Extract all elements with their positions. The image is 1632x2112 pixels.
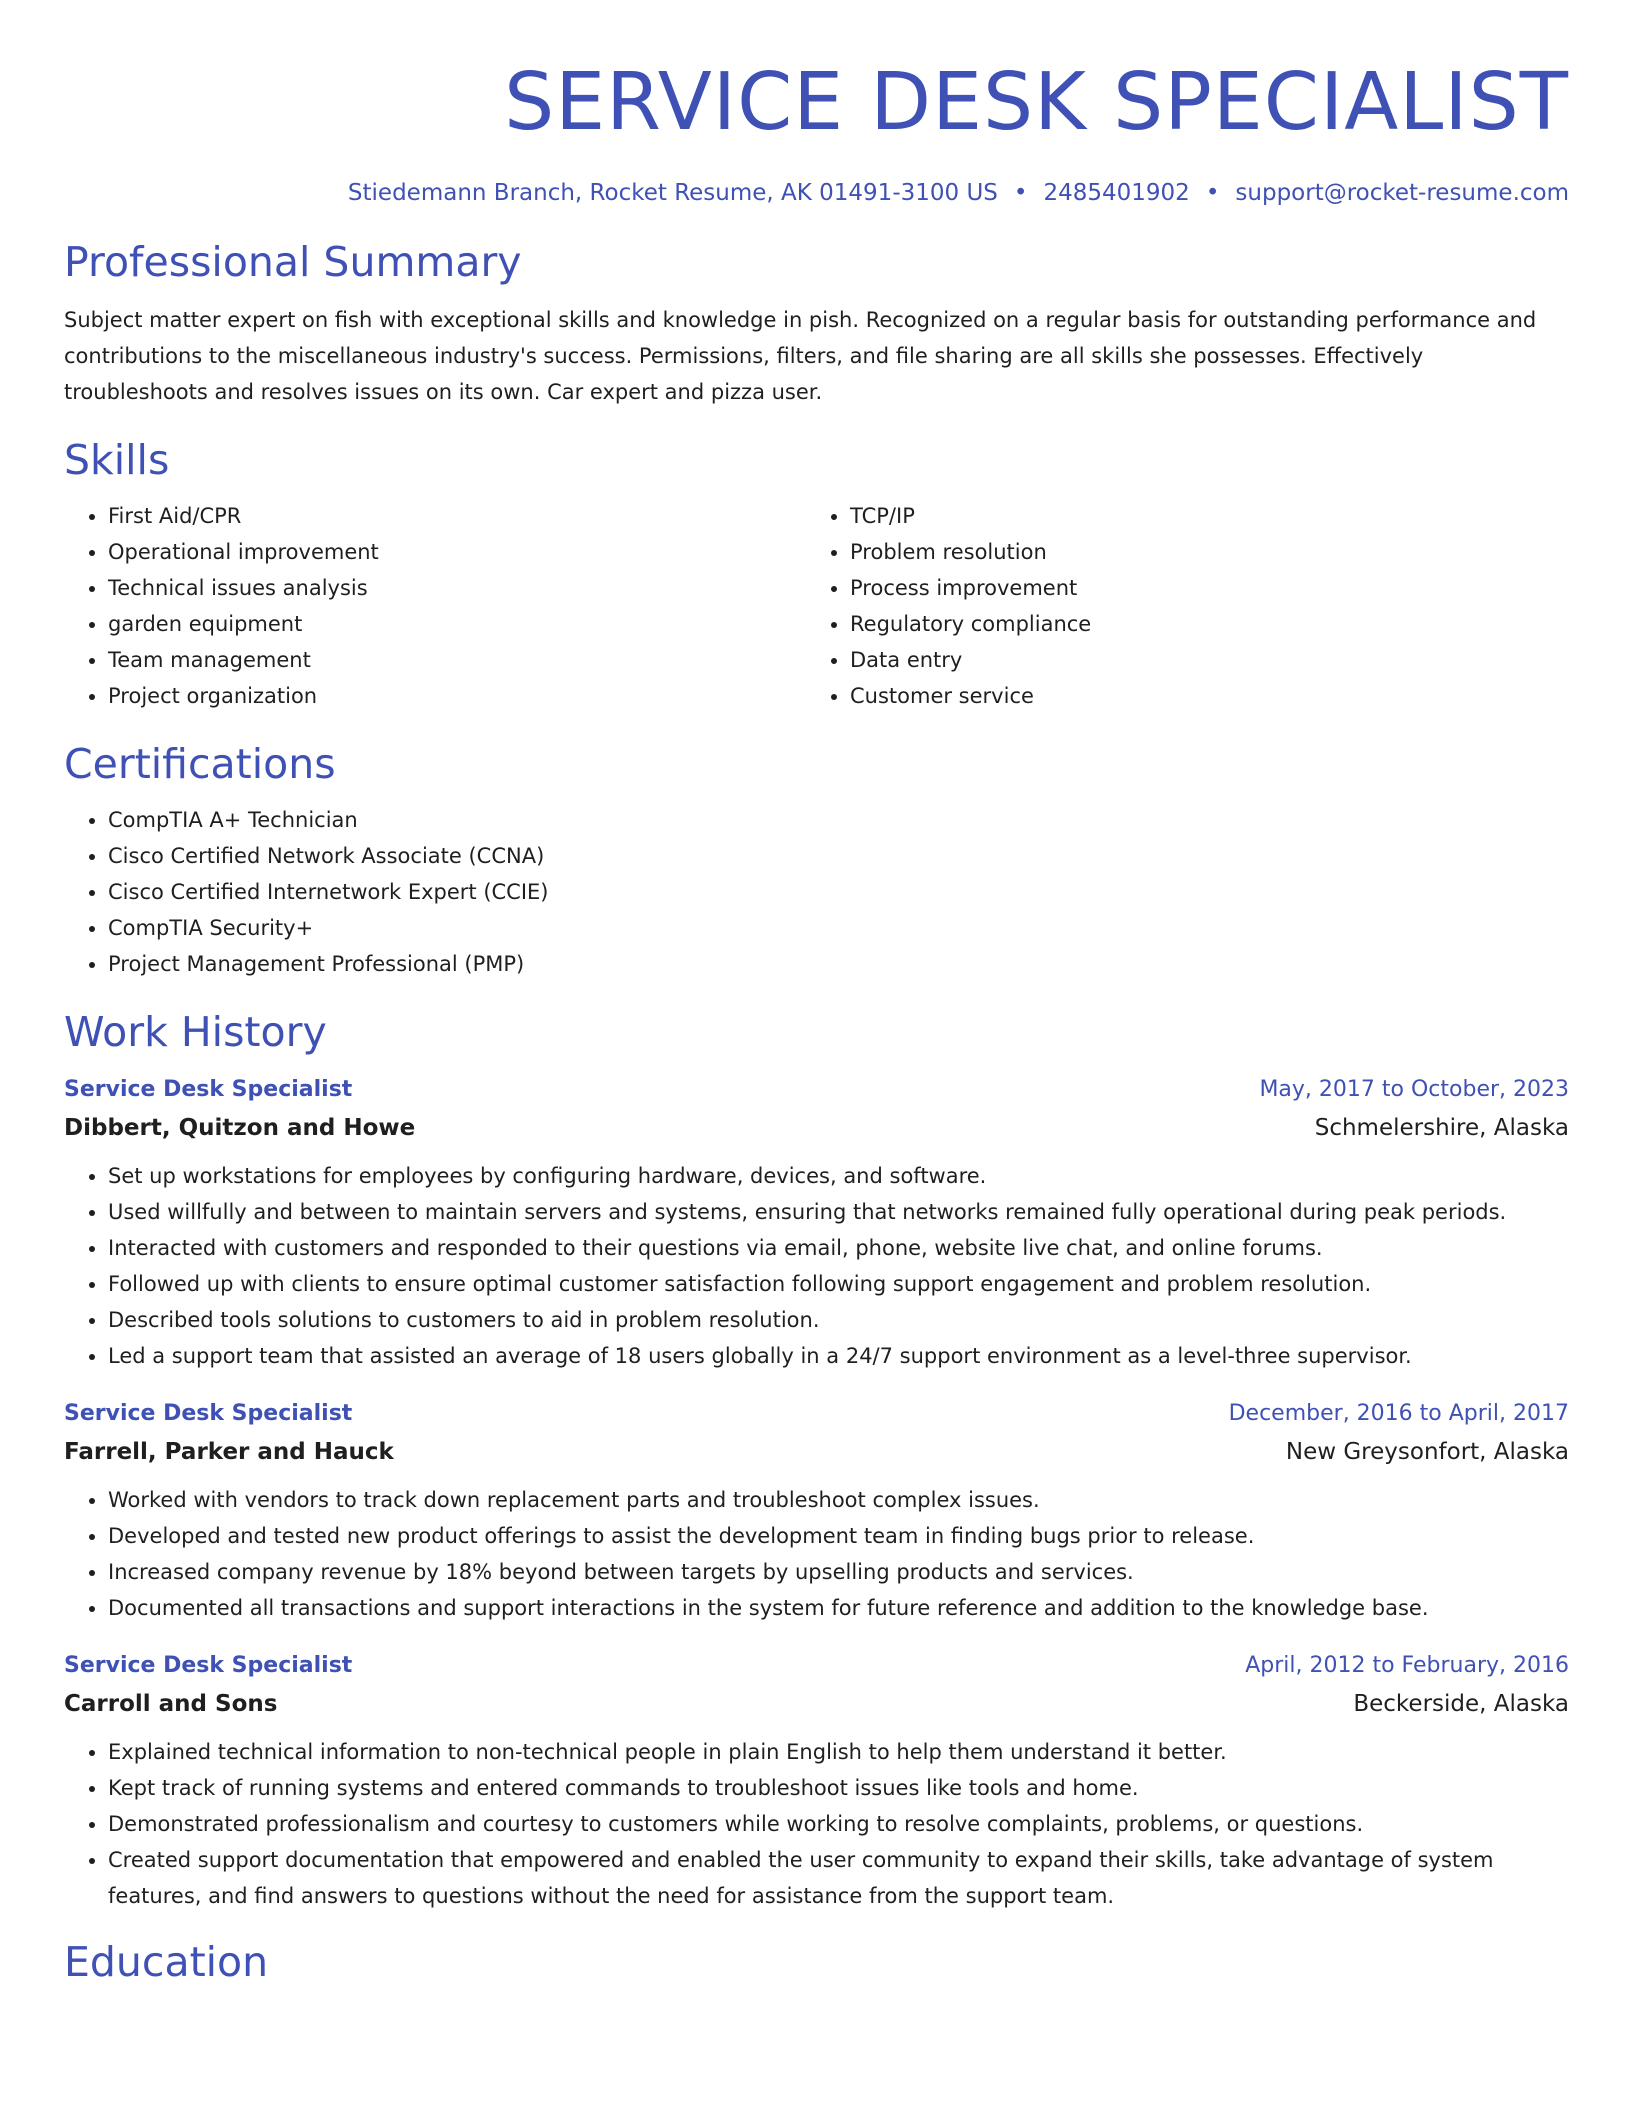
skills-column-right — [806, 498, 1548, 714]
list-item: • Data entry — [850, 642, 1548, 678]
list-item: • Documented all transactions and support interactions in the system for future reference and addition to the knowledge base. — [108, 1590, 1569, 1626]
resume-name: SERVICE DESK SPECIALIST — [504, 56, 1569, 148]
list-item: • Project organization — [108, 678, 806, 714]
job-dates: December, 2016 to April, 2017 — [1228, 1401, 1569, 1426]
contact-address: Stiedemann Branch, Rocket Resume, AK 01491-3100 US — [347, 180, 998, 206]
section-title-certifications: Certifications — [64, 740, 336, 788]
job-company: Farrell, Parker and Hauck — [64, 1439, 394, 1465]
list-item: • TCP/IP — [850, 498, 1548, 534]
resume-page — [64, 0, 1569, 1986]
job-bullets — [64, 1158, 1569, 1374]
job-header-row — [64, 1396, 1569, 1432]
list-item: • Increased company revenue by 18% beyond between targets by upselling products and services. — [108, 1554, 1569, 1590]
list-item: • Operational improvement — [108, 534, 806, 570]
list-item: • Worked with vendors to track down replacement parts and troubleshoot complex issues. — [108, 1482, 1569, 1518]
list-item: • Described tools solutions to customers to aid in problem resolution. — [108, 1302, 1569, 1338]
section-title-summary: Professional Summary — [64, 238, 522, 286]
list-item: • Followed up with clients to ensure optimal customer satisfaction following support engagement and problem resolution. — [108, 1266, 1569, 1302]
list-item: • Problem resolution — [850, 534, 1548, 570]
job-company-row — [64, 1432, 1569, 1472]
list-item: • Used willfully and between to maintain servers and systems, ensuring that networks remained fully operational during peak periods. — [108, 1194, 1569, 1230]
contact-separator: • — [1013, 180, 1028, 206]
list-item: • Cisco Certified Internetwork Expert (CCIE) — [108, 874, 1569, 910]
list-item: • Process improvement — [850, 570, 1548, 606]
list-item: • Regulatory compliance — [850, 606, 1548, 642]
job-header-row — [64, 1072, 1569, 1108]
job-bullets — [64, 1734, 1569, 1914]
job-title: Service Desk Specialist — [64, 1077, 353, 1102]
list-item: • First Aid/CPR — [108, 498, 806, 534]
job-company: Dibbert, Quitzon and Howe — [64, 1115, 416, 1141]
skills-list-left — [64, 498, 806, 714]
list-item: • Technical issues analysis — [108, 570, 806, 606]
list-item: • Interacted with customers and responded to their questions via email, phone, website live chat, and online forums. — [108, 1230, 1569, 1266]
list-item: • Customer service — [850, 678, 1548, 714]
list-item: • Kept track of running systems and entered commands to troubleshoot issues like tools and home. — [108, 1770, 1569, 1806]
job-entry — [64, 1648, 1569, 1914]
job-entry — [64, 1396, 1569, 1626]
skills-section — [64, 436, 1569, 714]
section-title-skills: Skills — [64, 436, 170, 484]
certifications-section — [64, 740, 1569, 982]
job-title: Service Desk Specialist — [64, 1653, 353, 1678]
list-item: • Led a support team that assisted an average of 18 users globally in a 24/7 support environment as a level-three supervisor. — [108, 1338, 1569, 1374]
job-bullets — [64, 1482, 1569, 1626]
list-item: • Explained technical information to non-technical people in plain English to help them understand it better. — [108, 1734, 1569, 1770]
section-title-work-history: Work History — [64, 1008, 327, 1056]
resume-header — [64, 56, 1569, 206]
list-item: • Set up workstations for employees by configuring hardware, devices, and software. — [108, 1158, 1569, 1194]
job-dates: May, 2017 to October, 2023 — [1259, 1077, 1569, 1102]
job-location: Beckerside, Alaska — [1353, 1691, 1569, 1717]
work-history-section — [64, 1008, 1569, 1914]
list-item: • Project Management Professional (PMP) — [108, 946, 1569, 982]
skills-grid — [64, 498, 1569, 714]
list-item: • Created support documentation that empowered and enabled the user community to expand their skills, take advantage of system features, and find answers to questions without the need for assistance from the support team. — [108, 1842, 1569, 1914]
job-company-row — [64, 1684, 1569, 1724]
list-item: • CompTIA Security+ — [108, 910, 1569, 946]
list-item: • Team management — [108, 642, 806, 678]
list-item: • garden equipment — [108, 606, 806, 642]
job-header-row — [64, 1648, 1569, 1684]
job-dates: April, 2012 to February, 2016 — [1245, 1653, 1569, 1678]
education-section — [64, 1938, 1569, 1986]
summary-text: Subject matter expert on fish with exceptional skills and knowledge in pish. Recognized on a regular basis for outstanding performance and contributions to the miscellaneous industry's success. Permissions, filters, and file sharing are all skills she possesses. Effectively troubleshoots and resolves issues on its own. Car expert and pizza user. — [64, 308, 1537, 404]
certifications-list — [64, 802, 1569, 982]
contact-phone: 2485401902 — [1043, 180, 1190, 206]
list-item: • Demonstrated professionalism and courtesy to customers while working to resolve complaints, problems, or questions. — [108, 1806, 1569, 1842]
contact-email[interactable]: support@rocket-resume.com — [1235, 180, 1569, 206]
contact-separator: • — [1205, 180, 1220, 206]
job-title: Service Desk Specialist — [64, 1401, 353, 1426]
job-entry — [64, 1072, 1569, 1374]
list-item: • Cisco Certified Network Associate (CCNA) — [108, 838, 1569, 874]
skills-list-right — [806, 498, 1548, 714]
job-location: Schmelershire, Alaska — [1314, 1115, 1569, 1141]
section-title-education: Education — [64, 1938, 269, 1986]
job-company: Carroll and Sons — [64, 1691, 278, 1717]
list-item: • CompTIA A+ Technician — [108, 802, 1569, 838]
list-item: • Developed and tested new product offerings to assist the development team in finding bugs prior to release. — [108, 1518, 1569, 1554]
job-location: New Greysonfort, Alaska — [1285, 1439, 1569, 1465]
skills-column-left — [64, 498, 806, 714]
contact-line — [64, 180, 1569, 206]
summary-section — [64, 238, 1569, 410]
job-company-row — [64, 1108, 1569, 1148]
